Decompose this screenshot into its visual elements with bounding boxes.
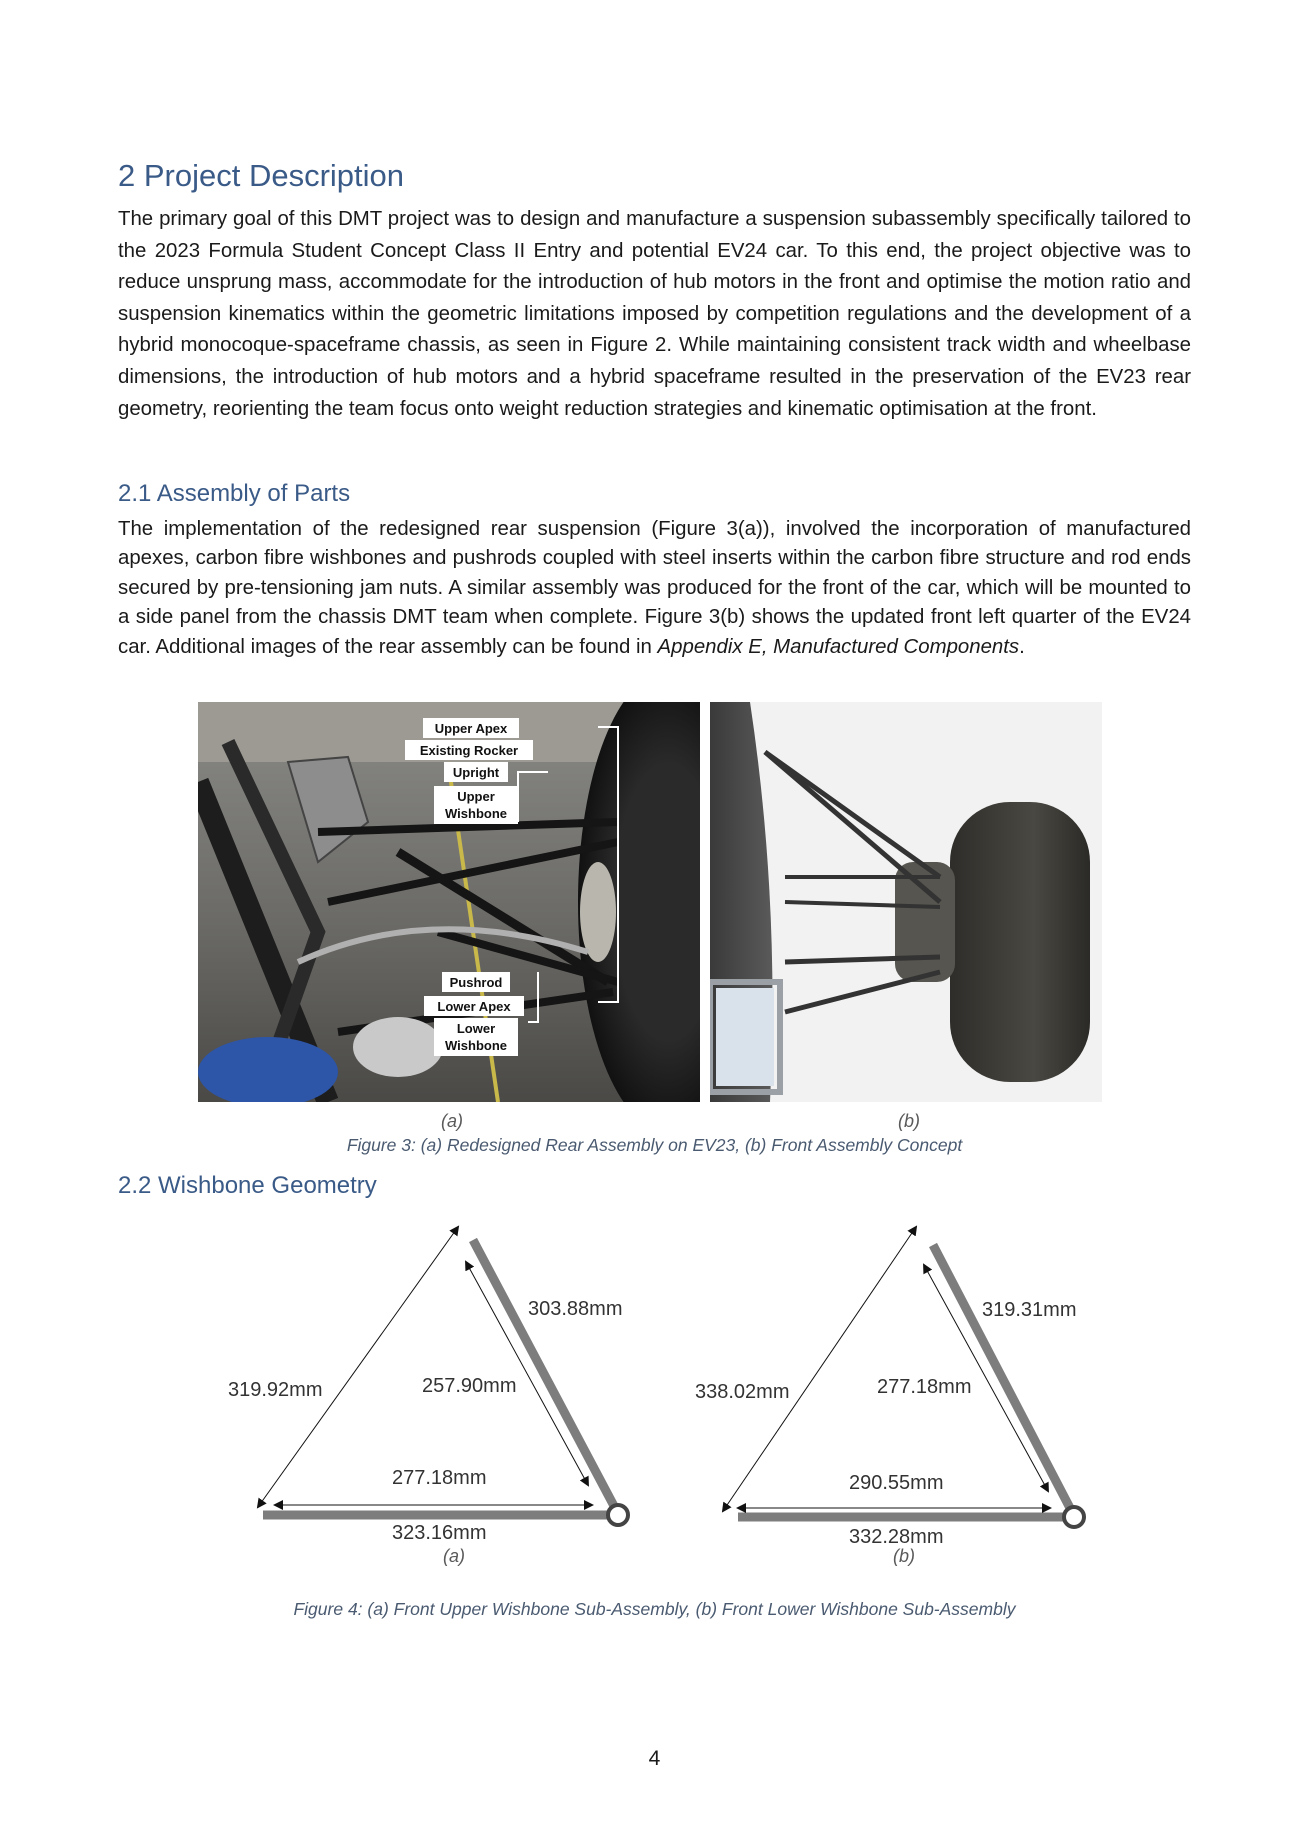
lower-sub-label: (b) [893,1546,915,1566]
lower-dim-332: 332.28mm [849,1526,944,1548]
subsection-title-wishbone: 2.2 Wishbone Geometry [118,1172,377,1199]
paragraph-assembly-text: The implementation of the redesigned rear suspension (Figure 3(a)), involved the incorporation of manufactured apexes, carbon fibre wishbones and pushrods coupled with steel inserts within the carbon fibre structure and rod ends secured by pre-tensioning jam nuts. A similar assembly was produced for the front of the car, which will be mounted to a side panel from the chassis DMT team when complete. Figure 3(b) shows the updated front left quarter of the EV24 car. Additional images of the rear assembly can be found in [118,518,1191,658]
lower-dim-338: 338.02mm [695,1381,790,1403]
lower-dim-319: 319.31mm [982,1299,1077,1321]
label-upper-wishbone-1: Upper [457,789,495,804]
rear-assembly-photo [198,702,700,1102]
label-lower-wishbone-2: Wishbone [445,1038,507,1053]
figure-4 [118,1215,1191,1585]
subfigure-label-b: (b) [898,1111,920,1131]
upper-dim-303: 303.88mm [528,1298,623,1320]
label-upright: Upright [452,765,500,780]
paragraph-assembly [118,515,1191,662]
label-lower-apex: Lower Apex [437,999,511,1014]
appendix-reference: Appendix E, Manufactured Components [657,635,1020,658]
upper-dim-319: 319.92mm [228,1379,323,1401]
upper-dim-277: 277.18mm [392,1467,487,1489]
section-title: 2 Project Description [118,158,405,193]
lower-dim-290: 290.55mm [849,1472,944,1494]
label-upper-wishbone-2: Wishbone [445,806,507,821]
upper-sub-label: (a) [443,1546,465,1566]
upper-dim-257: 257.90mm [422,1375,517,1397]
rear-assembly-illustration [198,702,700,1102]
label-pushrod: Pushrod [449,975,503,990]
label-lower-wishbone-1: Lower [456,1021,496,1036]
front-assembly-illustration [710,702,1102,1102]
figure-4-caption: Figure 4: (a) Front Upper Wishbone Sub-Assembly, (b) Front Lower Wishbone Sub-Assembly [293,1599,1016,1619]
figure-3-caption: Figure 3: (a) Redesigned Rear Assembly on EV23, (b) Front Assembly Concept [346,1135,963,1155]
label-upper-apex: Upper Apex [434,721,508,736]
upper-wishbone-diagram [228,1227,628,1566]
lower-dim-277: 277.18mm [877,1376,972,1398]
paragraph-project-description: The primary goal of this DMT project was to design and manufacture a suspension subassembly specifically tailored to the 2023 Formula Student Concept Class II Entry and potential EV24 car. To this end, the project objective was to reduce unsprung mass, accommodate for the introduction of hub motors in the front and optimise the motion ratio and suspension kinematics within the geometric limitations imposed by competition regulations and the development of a hybrid monocoque-spaceframe chassis, as seen in Figure 2. While maintaining consistent track width and wheelbase dimensions, the introduction of hub motors and a hybrid spaceframe resulted in the preservation of the EV23 rear geometry, reorienting the team focus onto weight reduction strategies and kinematic optimisation at the front. [118,208,1191,420]
page-number: 4 [648,1747,661,1770]
front-assembly-render [710,702,1102,1102]
lower-wishbone-diagram [695,1227,1084,1566]
upper-dim-323: 323.16mm [392,1522,487,1544]
subfigure-label-a: (a) [441,1111,463,1131]
subsection-title-assembly: 2.1 Assembly of Parts [118,480,351,507]
label-existing-rocker: Existing Rocker [419,743,519,758]
paragraph-assembly-end: . [1019,635,1025,658]
wishbone-diagrams [118,1215,1191,1585]
figure-3 [198,702,1116,1131]
